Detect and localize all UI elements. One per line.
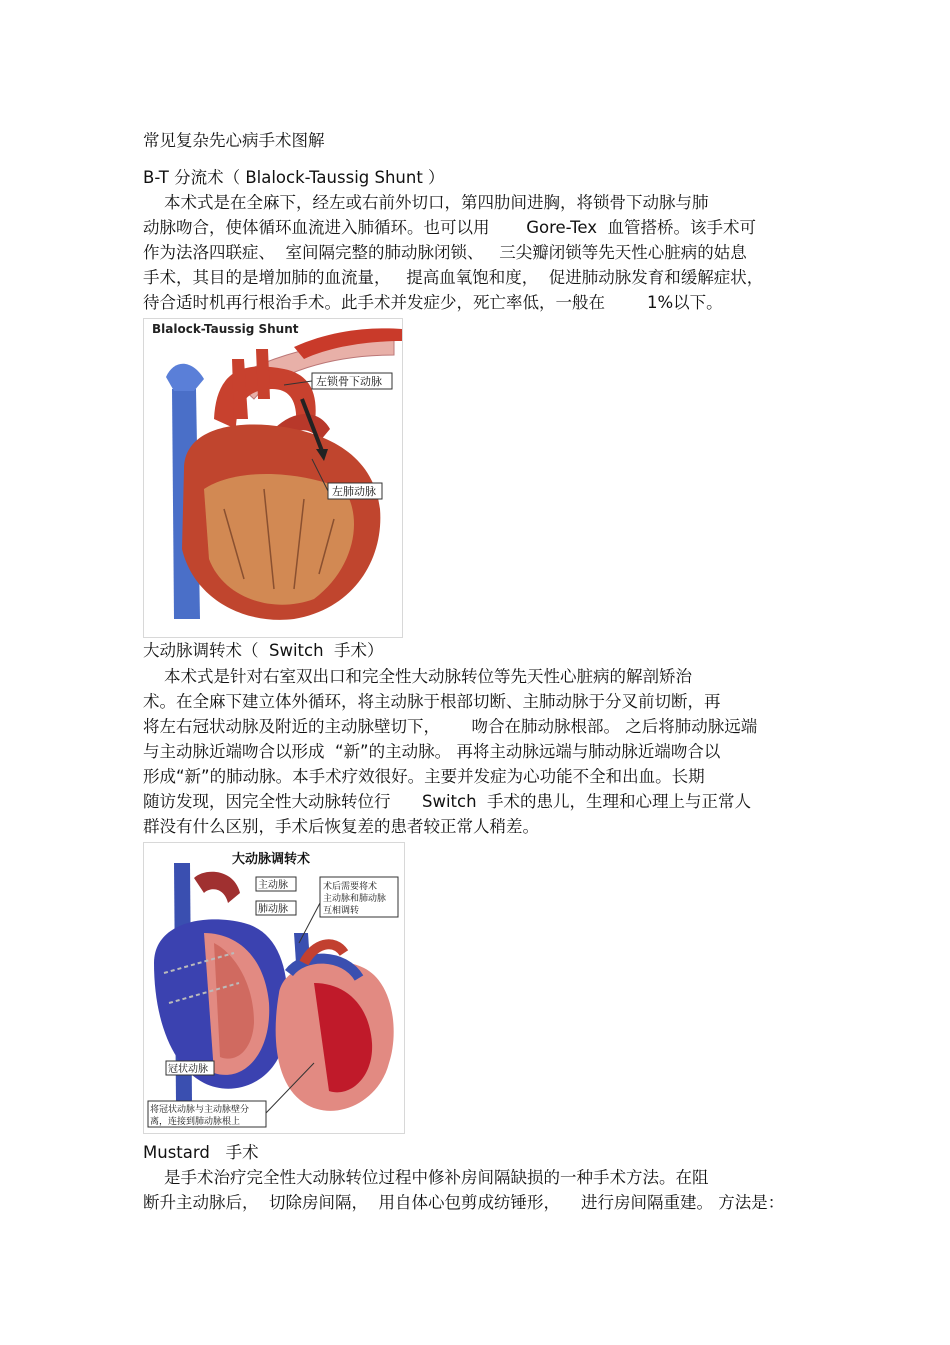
doc-title: 常见复杂先心病手术图解 — [143, 131, 325, 150]
paragraph-line: 是手术治疗完全性大动脉转位过程中修补房间隔缺损的一种手术方法。在阻 — [143, 1168, 709, 1187]
figure-label: 主动脉和肺动脉 — [323, 894, 387, 904]
section-heading-mustard: Mustard 手术 — [143, 1143, 259, 1162]
figure-title: 大动脉调转术 — [232, 852, 311, 867]
paragraph-line: 断升主动脉后， 切除房间隔， 用自体心包剪成纺锤形， 进行房间隔重建。 方法是： — [143, 1193, 785, 1212]
figure-label: 左肺动脉 — [332, 485, 376, 498]
paragraph-line: 随访发现，因完全性大动脉转位行 Switch 手术的患儿，生理和心理上与正常人 — [143, 792, 752, 811]
bt-shunt-figure — [143, 318, 403, 638]
paragraph-line: 本术式是在全麻下，经左或右前外切口，第四肋间进胸，将锁骨下动脉与肺 — [143, 193, 709, 212]
figure-label: 主动脉 — [258, 880, 288, 891]
figure-label: 术后需要将术 — [323, 882, 378, 892]
section-heading-bt-shunt: B-T 分流术（ Blalock-Taussig Shunt ） — [143, 168, 445, 187]
figure-label: 将冠状动脉与主动脉壁分 — [150, 1105, 250, 1115]
figure-label: 肺动脉 — [258, 904, 288, 915]
paragraph-line: 作为法洛四联症、 室间隔完整的肺动脉闭锁、 三尖瓣闭锁等先天性心脏病的姑息 — [143, 243, 747, 262]
switch-figure — [143, 842, 405, 1134]
paragraph-line: 与主动脉近端吻合以形成 “新”的主动脉。 再将主动脉远端与肺动脉近端吻合以 — [143, 742, 721, 761]
paragraph-line: 待合适时机再行根治手术。此手术并发症少，死亡率低，一般在 1%以下。 — [143, 293, 723, 312]
paragraph-line: 手术，其目的是增加肺的血流量， 提高血氧饱和度， 促进肺动脉发育和缓解症状， — [143, 268, 764, 287]
paragraph-line: 术。在全麻下建立体外循环，将主动脉于根部切断、主肺动脉于分叉前切断，再 — [143, 692, 721, 711]
figure-label: 冠状动脉 — [168, 1064, 208, 1075]
paragraph-line: 本术式是针对右室双出口和完全性大动脉转位等先天性心脏病的解剖矫治 — [143, 667, 692, 686]
paragraph-line: 动脉吻合，使体循环血流进入肺循环。也可以用 Gore-Tex 血管搭桥。该手术可 — [143, 218, 756, 237]
figure-label: 互相调转 — [323, 906, 360, 916]
paragraph-line: 群没有什么区别，手术后恢复差的患者较正常人稍差。 — [143, 817, 539, 836]
figure-label: 离，连接到肺动脉根上 — [150, 1117, 241, 1127]
figure-title: Blalock-Taussig Shunt — [152, 322, 299, 336]
paragraph-line: 形成“新”的肺动脉。本手术疗效很好。主要并发症为心功能不全和出血。长期 — [143, 767, 705, 786]
figure-label: 左锁骨下动脉 — [316, 375, 382, 388]
section-heading-switch: 大动脉调转术（ Switch 手术） — [143, 641, 384, 660]
paragraph-line: 将左右冠状动脉及附近的主动脉壁切下， 吻合在肺动脉根部。 之后将肺动脉远端 — [143, 717, 758, 736]
